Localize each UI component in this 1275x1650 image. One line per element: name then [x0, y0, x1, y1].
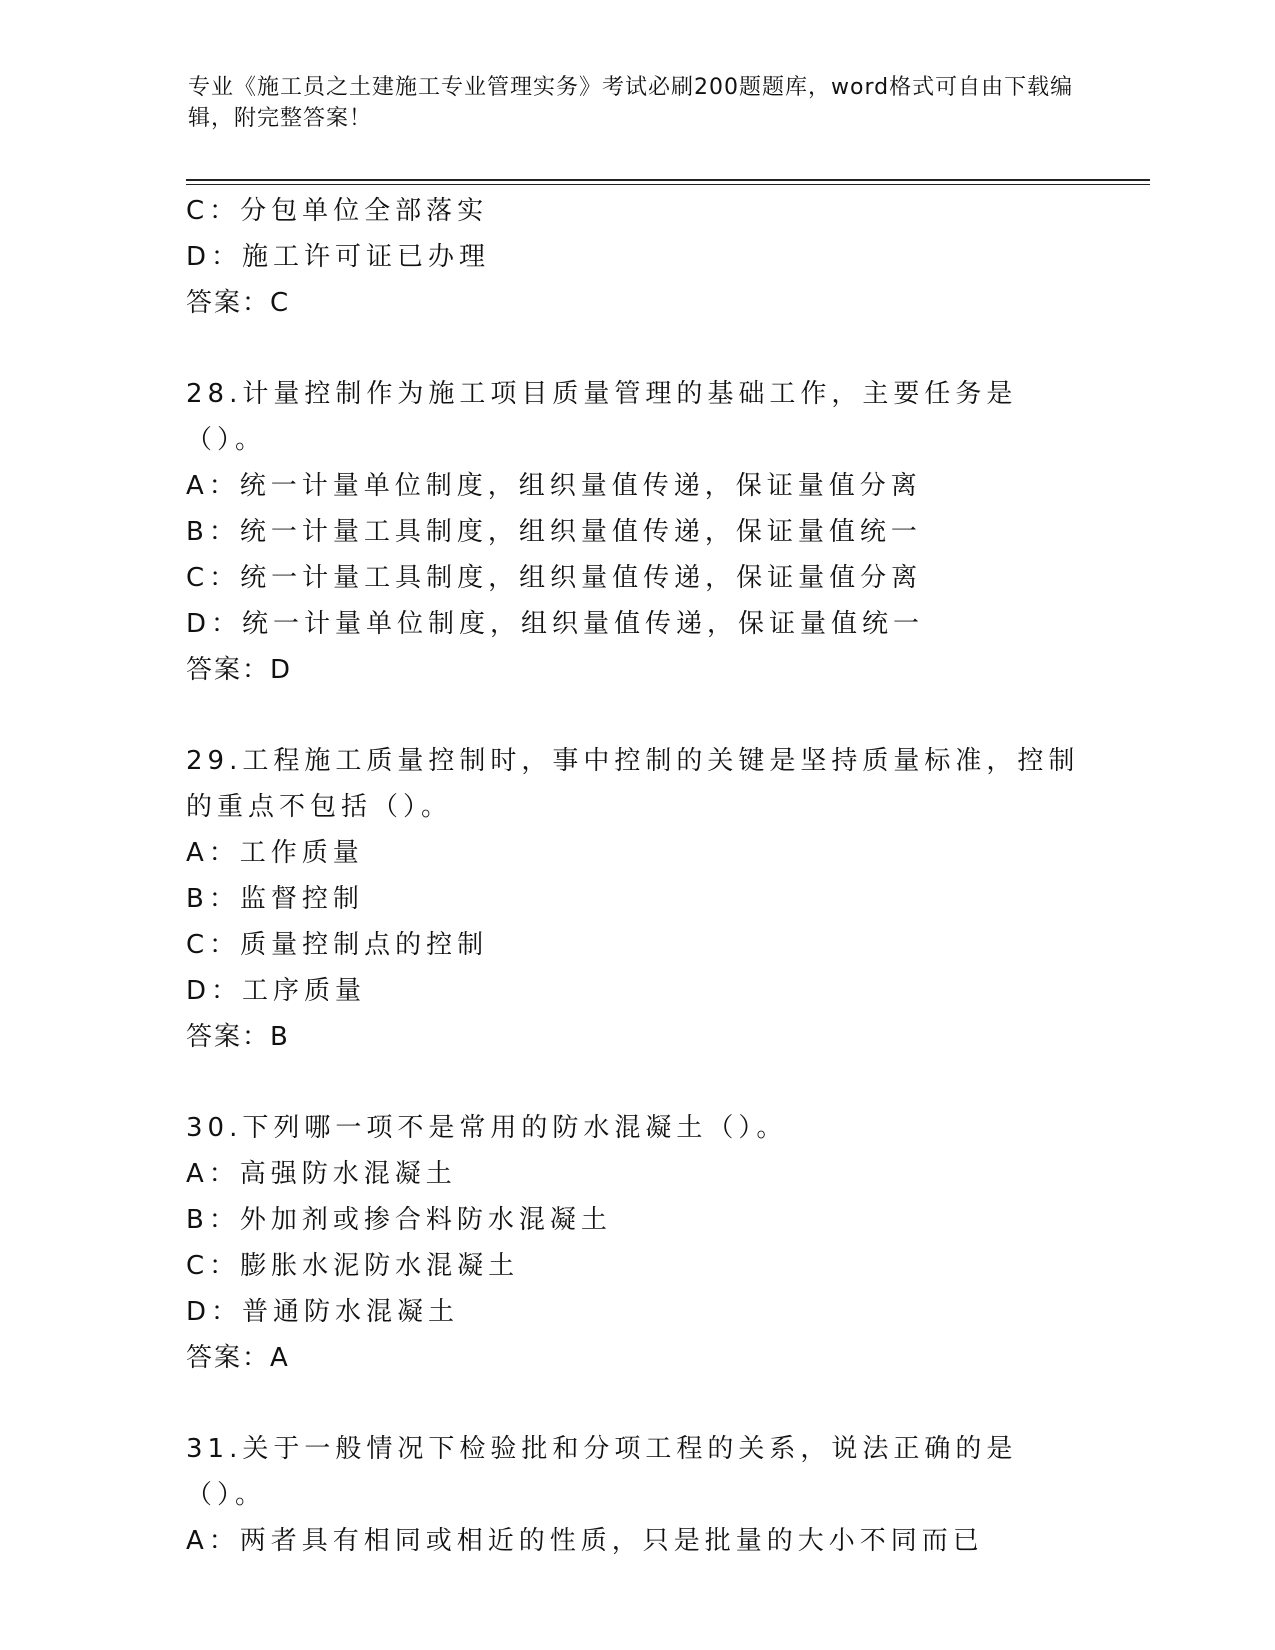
- question-title: 29.工程施工质量控制时，事中控制的关键是坚持质量标准，控制的重点不包括（）。: [186, 746, 1080, 822]
- option-c: C：质量控制点的控制: [186, 930, 489, 960]
- answer: 答案：A: [186, 1343, 290, 1373]
- option-b: B：外加剂或掺合料防水混凝土: [186, 1205, 612, 1235]
- option-d: D：统一计量单位制度，组织量值传递，保证量值统一: [186, 609, 925, 639]
- question-29: [186, 738, 1146, 1060]
- question-title: 31.关于一般情况下检验批和分项工程的关系，说法正确的是（）。: [186, 1434, 1018, 1510]
- question-28: [186, 371, 1146, 693]
- option-b: B：统一计量工具制度，组织量值传递，保证量值统一: [186, 517, 922, 547]
- answer: 答案：B: [186, 1022, 290, 1052]
- option-c: C：膨胀水泥防水混凝土: [186, 1251, 520, 1281]
- question-title: 28.计量控制作为施工项目质量管理的基础工作，主要任务是（）。: [186, 379, 1018, 455]
- option-a: A：统一计量单位制度，组织量值传递，保证量值分离: [186, 471, 922, 501]
- question-title: 30.下列哪一项不是常用的防水混凝土（）。: [186, 1113, 788, 1143]
- answer: 答案：C: [186, 288, 291, 318]
- header-rule-thick: [186, 179, 1150, 181]
- option-a: A：两者具有相同或相近的性质，只是批量的大小不同而已: [186, 1526, 984, 1556]
- option-a: A：工作质量: [186, 838, 364, 868]
- answer: 答案：D: [186, 655, 293, 685]
- option-c: C：统一计量工具制度，组织量值传递，保证量值分离: [186, 563, 923, 593]
- question-fragment: [186, 188, 1146, 326]
- option-a: A：高强防水混凝土: [186, 1159, 457, 1189]
- option-d: D：工序质量: [186, 976, 367, 1006]
- question-31: [186, 1426, 1146, 1564]
- question-30: [186, 1105, 1146, 1381]
- option-b: B：监督控制: [186, 884, 364, 914]
- header-rule-thin: [186, 184, 1150, 185]
- question-list: [186, 188, 1146, 1564]
- document-header: 专业《施工员之土建施工专业管理实务》考试必刷200题题库，word格式可自由下载编辑，附完整答案！: [188, 75, 1074, 131]
- option-d: D：施工许可证已办理: [186, 242, 491, 272]
- option-c: C：分包单位全部落实: [186, 196, 489, 226]
- option-d: D：普通防水混凝土: [186, 1297, 460, 1327]
